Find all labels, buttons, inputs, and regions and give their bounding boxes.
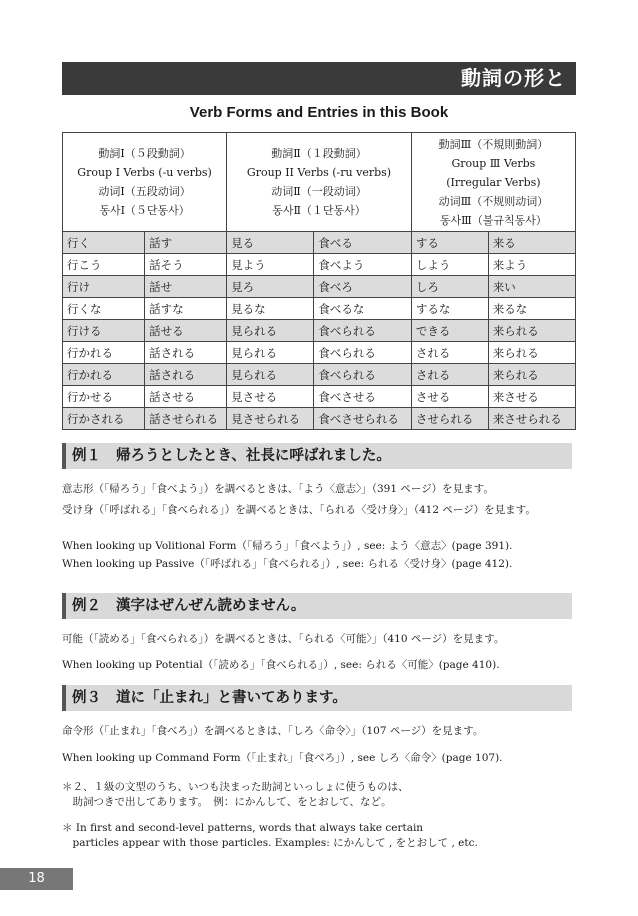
table-cell: 食べられる xyxy=(314,320,411,342)
table-cell: 食べる xyxy=(314,232,411,254)
example-sentence: 漢字はぜんぜん読めません。 xyxy=(116,597,306,614)
table-cell: 見られる xyxy=(227,342,314,364)
header-group-2 xyxy=(227,133,412,232)
table-row xyxy=(63,254,576,276)
table-cell: 行かせる xyxy=(63,386,145,408)
example-2-line: When looking up Potential（「読める」「食べられる」）, see: られる〈可能〉(page 410). xyxy=(62,659,500,671)
table-cell: 来られる xyxy=(488,320,575,342)
table-cell: 見よう xyxy=(227,254,314,276)
table-cell: 食べられる xyxy=(314,364,411,386)
table-cell: 話される xyxy=(145,364,227,386)
table-cell: できる xyxy=(411,320,488,342)
example-number: 例３ xyxy=(72,689,101,706)
table-row xyxy=(63,276,576,298)
example-1-line: 意志形（「帰ろう」「食べよう」）を調べるときは、「よう〈意志〉」（391 ページ）を見ます。 xyxy=(62,483,494,495)
table-cell: 食べさせる xyxy=(314,386,411,408)
example-2-line: 可能（「読める」「食べられる」）を調べるときは、「られる〈可能〉」（410 ページ）を見ます。 xyxy=(62,633,505,645)
example-1-heading xyxy=(62,443,572,469)
chapter-header xyxy=(62,62,576,95)
table-cell: 行こう xyxy=(63,254,145,276)
table-cell: 来るな xyxy=(488,298,575,320)
header-line: 동사Ⅰ（５단동사） xyxy=(99,204,190,217)
table-row xyxy=(63,320,576,342)
table-cell: 来られる xyxy=(488,364,575,386)
example-sentence: 帰ろうとしたとき、社長に呼ばれました。 xyxy=(116,447,391,464)
footnote-line: 助詞つきで出してあります。 例：にかんして、をとおして、など。 xyxy=(62,796,392,808)
table-cell: 来る xyxy=(488,232,575,254)
example-1-line: 受け身（「呼ばれる」「食べられる」）を調べるときは、「られる〈受け身〉」（412 ページ）を見ます。 xyxy=(62,504,536,516)
table-cell: 来られる xyxy=(488,342,575,364)
table-cell: 来させる xyxy=(488,386,575,408)
table-row xyxy=(63,408,576,430)
section-subtitle: Verb Forms and Entries in this Book xyxy=(189,104,449,121)
table-cell: 食べられる xyxy=(314,342,411,364)
table-cell: 行ける xyxy=(63,320,145,342)
table-cell: 見させられる xyxy=(227,408,314,430)
table-row xyxy=(63,232,576,254)
example-number: 例２ xyxy=(72,597,101,614)
table-row xyxy=(63,386,576,408)
table-row xyxy=(63,298,576,320)
table-cell: しよう xyxy=(411,254,488,276)
table-cell: 見ろ xyxy=(227,276,314,298)
table-cell: 食べるな xyxy=(314,298,411,320)
table-cell: 行かれる xyxy=(63,342,145,364)
example-3-heading xyxy=(62,685,572,711)
table-cell: 話させる xyxy=(145,386,227,408)
example-1-line: When looking up Passive（「呼ばれる」「食べられる」）, see: られる〈受け身〉(page 412). xyxy=(62,558,513,570)
page-number: 18 xyxy=(0,868,73,890)
footnote-line: ＊２、１級の文型のうち、いつも決まった助詞といっしょに使うものは、 xyxy=(62,781,409,793)
header-line: 動詞Ⅱ（１段動詞） xyxy=(271,147,367,160)
table-cell: 食べろ xyxy=(314,276,411,298)
table-row xyxy=(63,364,576,386)
table-cell: 見る xyxy=(227,232,314,254)
header-line: Group Ⅲ Verbs xyxy=(451,156,536,170)
table-cell: 話せ xyxy=(145,276,227,298)
footnote-japanese xyxy=(62,780,409,810)
table-cell: 話させられる xyxy=(145,408,227,430)
footnote-english xyxy=(62,821,478,851)
table-cell: 来い xyxy=(488,276,575,298)
table-row xyxy=(63,342,576,364)
header-line: 동사Ⅱ（１단동사） xyxy=(272,204,366,217)
table-cell: 話そう xyxy=(145,254,227,276)
header-group-1 xyxy=(63,133,227,232)
header-line: 动词Ⅰ（五段动词） xyxy=(98,185,191,198)
example-3-line: When looking up Command Form（「止まれ」「食べろ」）, see しろ〈命令〉(page 107). xyxy=(62,752,503,764)
table-cell: するな xyxy=(411,298,488,320)
example-3-line: 命令形（「止まれ」「食べろ」）を調べるときは、「しろ〈命令〉」（107 ページ）を見ます。 xyxy=(62,725,484,737)
table-cell: 来させられる xyxy=(488,408,575,430)
example-number: 例１ xyxy=(72,447,101,464)
header-line: 動詞Ⅰ（５段動詞） xyxy=(98,147,191,160)
header-line: 동사Ⅲ（불규칙동사） xyxy=(439,213,547,227)
table-cell: する xyxy=(411,232,488,254)
table-cell: 食べよう xyxy=(314,254,411,276)
table-cell: 見られる xyxy=(227,364,314,386)
header-line: Group I Verbs (-u verbs) xyxy=(77,166,212,179)
table-cell: させられる xyxy=(411,408,488,430)
chapter-title: 動詞の形と xyxy=(461,66,566,90)
table-header-row xyxy=(63,133,576,232)
header-line: 動詞Ⅲ（不規則動詞） xyxy=(438,137,549,151)
header-group-3 xyxy=(411,133,575,232)
table-cell: 行かれる xyxy=(63,364,145,386)
table-cell: される xyxy=(411,364,488,386)
header-line: 动词Ⅲ（不规则动词） xyxy=(438,194,549,208)
table-cell: 話す xyxy=(145,232,227,254)
table-cell: される xyxy=(411,342,488,364)
example-1-line: When looking up Volitional Form（「帰ろう」「食べよう」）, see: よう〈意志〉(page 391). xyxy=(62,540,513,552)
footnote-line: particles appear with those particles. Examples: にかんして , をとおして , etc. xyxy=(62,837,478,849)
table-cell: 話せる xyxy=(145,320,227,342)
table-cell: 見るな xyxy=(227,298,314,320)
table-cell: 見させる xyxy=(227,386,314,408)
footnote-line: ＊ In first and second-level patterns, words that always take certain xyxy=(62,822,424,834)
table-cell: しろ xyxy=(411,276,488,298)
table-cell: 話される xyxy=(145,342,227,364)
table-cell: 来よう xyxy=(488,254,575,276)
table-cell: 行くな xyxy=(63,298,145,320)
table-cell: 話すな xyxy=(145,298,227,320)
header-line: 动词Ⅱ（一段动词） xyxy=(271,185,367,198)
table-cell: 行かされる xyxy=(63,408,145,430)
table-cell: 行け xyxy=(63,276,145,298)
example-2-heading xyxy=(62,593,572,619)
table-cell: させる xyxy=(411,386,488,408)
table-cell: 食べさせられる xyxy=(314,408,411,430)
header-line: Group II Verbs (-ru verbs) xyxy=(246,166,392,179)
table-cell: 見られる xyxy=(227,320,314,342)
header-line: (Irregular Verbs) xyxy=(446,175,541,189)
table-cell: 行く xyxy=(63,232,145,254)
verb-forms-table xyxy=(62,132,576,430)
example-sentence: 道に「止まれ」と書いてあります。 xyxy=(116,689,347,706)
